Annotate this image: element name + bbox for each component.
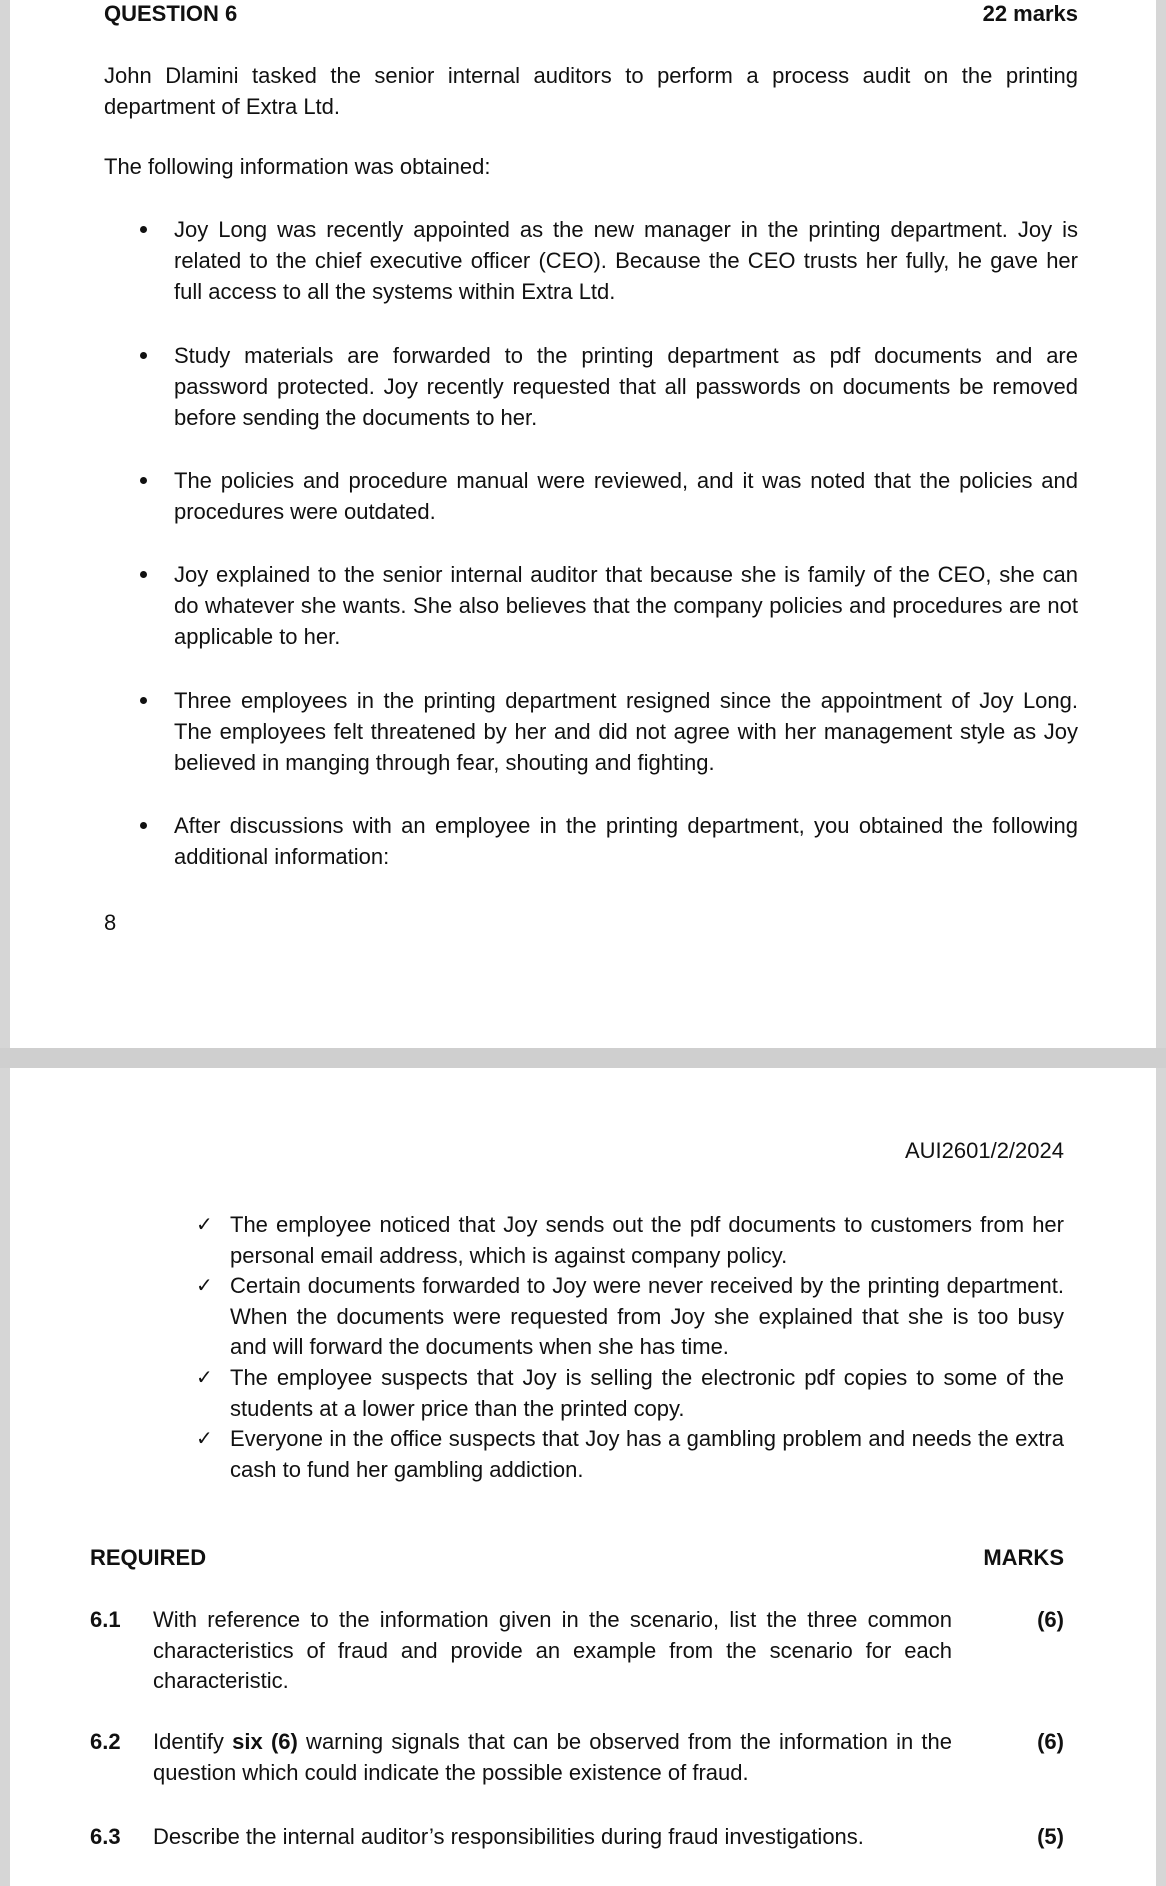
page-2-right-margin: [1156, 1068, 1166, 1886]
marks-heading: MARKS: [983, 1545, 1064, 1570]
question-text-part: Identify: [153, 1729, 233, 1754]
question-number: 6.1: [90, 1607, 121, 1632]
page-2-left-margin: [0, 1068, 10, 1886]
question-text-part: warning signals that can be observed from the information in the question which could indicate the possible existence of fraud.: [153, 1729, 952, 1785]
question-text: With reference to the information given in the scenario, list the three common characteristics of fraud and provide an example from the scenario for each characteristic.: [153, 1607, 952, 1693]
question-marks: 22 marks: [982, 1, 1078, 26]
check-item: The employee noticed that Joy sends out the pdf documents to customers from her personal email address, which is against company policy.: [230, 1212, 1064, 1268]
info-heading: The following information was obtained:: [104, 154, 491, 179]
question-text: [153, 1727, 952, 1788]
bullet-dot: [140, 352, 147, 359]
bullet-dot: [140, 477, 147, 484]
required-heading: REQUIRED: [90, 1545, 207, 1570]
check-icon: ✓: [196, 1367, 213, 1389]
question-marks: (6): [1037, 1607, 1064, 1632]
question-text-emphasis: six (6): [232, 1729, 298, 1754]
bullet-dot: [140, 226, 147, 233]
page-number: 8: [104, 910, 117, 935]
question-marks: (6): [1037, 1729, 1064, 1754]
bullet-dot: [140, 822, 147, 829]
page-1-left-margin: [0, 0, 10, 1048]
question-title: QUESTION 6: [104, 1, 238, 26]
bullet-dot: [140, 697, 147, 704]
check-item: The employee suspects that Joy is selling the electronic pdf copies to some of the students at a lower price than the printed copy.: [230, 1365, 1064, 1421]
page-separator: [0, 1048, 1166, 1068]
check-item: Everyone in the office suspects that Joy has a gambling problem and needs the extra cash to fund her gambling addiction.: [230, 1426, 1064, 1482]
bullet-dot: [140, 571, 147, 578]
question-marks: (5): [1037, 1824, 1064, 1849]
intro-paragraph: John Dlamini tasked the senior internal auditors to perform a process audit on the printing department of Extra Ltd.: [104, 63, 1078, 119]
document-code: AUI2601/2/2024: [904, 1138, 1064, 1163]
bullet-item: The policies and procedure manual were reviewed, and it was noted that the policies and procedures were outdated.: [174, 468, 1078, 524]
check-item: Certain documents forwarded to Joy were never received by the printing department. When the documents were requested from Joy she explained that she is too busy and will forward the documents when she has time.: [230, 1273, 1064, 1359]
check-icon: ✓: [196, 1275, 213, 1297]
bullet-item: After discussions with an employee in the printing department, you obtained the following additional information:: [174, 813, 1078, 869]
page-1-right-margin: [1156, 0, 1166, 1048]
check-icon: ✓: [196, 1428, 213, 1450]
bullet-item: Joy explained to the senior internal auditor that because she is family of the CEO, she can do whatever she wants. She also believes that the company policies and procedures are not applicable to her.: [174, 562, 1078, 649]
question-number: 6.3: [90, 1824, 121, 1849]
bullet-item: Three employees in the printing department resigned since the appointment of Joy Long. The employees felt threatened by her and did not agree with her management style as Joy believed in manging through fear, shouting and fighting.: [174, 688, 1078, 775]
question-text: Describe the internal auditor’s responsibilities during fraud investigations.: [153, 1824, 864, 1849]
question-number: 6.2: [90, 1729, 121, 1754]
bullet-item: Joy Long was recently appointed as the new manager in the printing department. Joy is related to the chief executive officer (CEO). Because the CEO trusts her fully, he gave her full access to all the systems within Extra Ltd.: [174, 217, 1078, 304]
check-icon: ✓: [196, 1214, 213, 1236]
bullet-item: Study materials are forwarded to the printing department as pdf documents and are password protected. Joy recently requested that all passwords on documents be removed before sending the documents to her.: [174, 343, 1078, 430]
